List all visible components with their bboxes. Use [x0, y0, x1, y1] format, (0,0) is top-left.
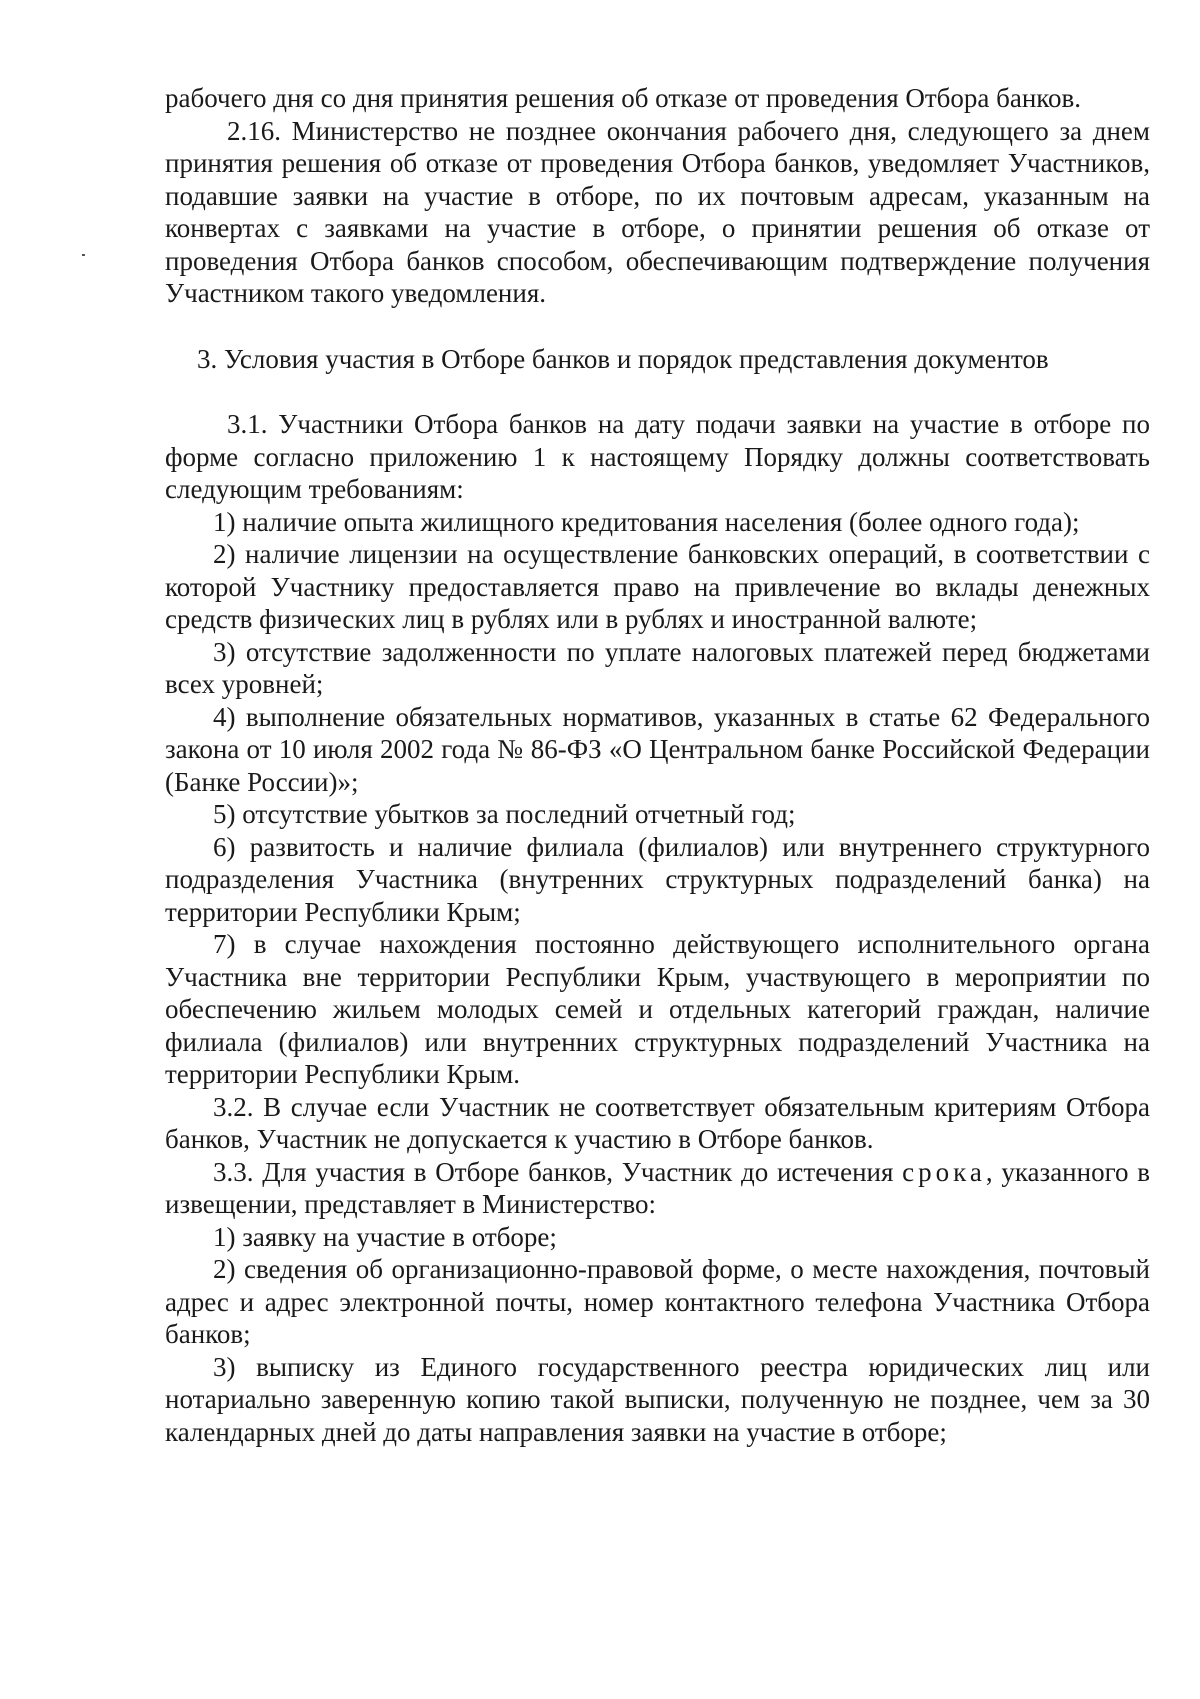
document-item-1: 1) заявку на участие в отборе;	[213, 1221, 557, 1252]
paragraph-3-3-before: 3.3. Для участия в Отборе банков, Участник до истечения	[213, 1156, 903, 1187]
document-item-2: 2) сведения об организационно-правовой форме, о месте нахождения, почтовый адрес и адрес электронной почты, номер контактного телефона Участника Отбора банков;	[165, 1254, 1150, 1349]
requirement-2: 2) наличие лицензии на осуществление банковских операций, в соответствии с которой Участнику предоставляется право на привлечение во вклады денежных средств физических лиц в рублях или в рублях и иностранной валюте;	[165, 539, 1150, 634]
paragraph-3-2: 3.2. В случае если Участник не соответствует обязательным критериям Отбора банков, Участник не допускается к участию в Отборе банков.	[165, 1091, 1150, 1154]
requirement-3: 3) отсутствие задолженности по уплате налоговых платежей перед бюджетами всех уровней;	[165, 636, 1150, 699]
paragraph-3-3-spaced-word: срока	[902, 1156, 986, 1187]
section-heading: 3. Условия участия в Отборе банков и порядок представления документов	[197, 343, 1049, 374]
requirement-7: 7) в случае нахождения постоянно действующего исполнительного органа Участника вне территории Республики Крым, участвующего в мероприятии по обеспечению жильем молодых семей и отдельных категорий граждан, наличие филиала (филиалов) или внутренних структурных подразделений Участника на территории Республики Крым.	[165, 929, 1150, 1089]
scan-artifact	[82, 254, 85, 256]
requirement-4: 4) выполнение обязательных нормативов, указанных в статье 62 Федерального закона от 10 июля 2002 года № 86-ФЗ «О Центральном банке Российской Федерации (Банке России)»;	[165, 701, 1150, 797]
paragraph-2-16: 2.16. Министерство не позднее окончания рабочего дня, следующего за днем принятия решения об отказе от проведения Отбора банков, уведомляет Участников, подавшие заявки на участие в отборе, по их почтовым адресам, указанным на конвертах с заявками на участие в отборе, о принятии решения об отказе от проведения Отбора банков способом, обеспечивающим подтверждение получения Участником такого уведомления.	[165, 115, 1150, 308]
paragraph-continuation: рабочего дня со дня принятия решения об отказе от проведения Отбора банков.	[165, 83, 1082, 113]
document-page	[165, 82, 1150, 1448]
paragraph-3-1: 3.1. Участники Отбора банков на дату подачи заявки на участие в отборе по форме согласно приложению 1 к настоящему Порядку должны соответствовать следующим требованиям:	[165, 409, 1150, 504]
paragraph-3-3-after: , указанного в извещении, представляет в Министерство:	[165, 1156, 1150, 1219]
requirement-1: 1) наличие опыта жилищного кредитования населения (более одного года);	[213, 506, 1080, 537]
document-item-3: 3) выписку из Единого государственного реестра юридических лиц или нотариально заверенную копию такой выписки, полученную не позднее, чем за 30 календарных дней до даты направления заявки на участие в отборе;	[165, 1351, 1150, 1447]
paragraph-3-3	[165, 1156, 1150, 1221]
requirement-6: 6) развитость и наличие филиала (филиалов) или внутреннего структурного подразделения Участника (внутренних структурных подразделений банка) на территории Республики Крым;	[165, 831, 1150, 927]
requirement-5: 5) отсутствие убытков за последний отчетный год;	[213, 799, 796, 829]
